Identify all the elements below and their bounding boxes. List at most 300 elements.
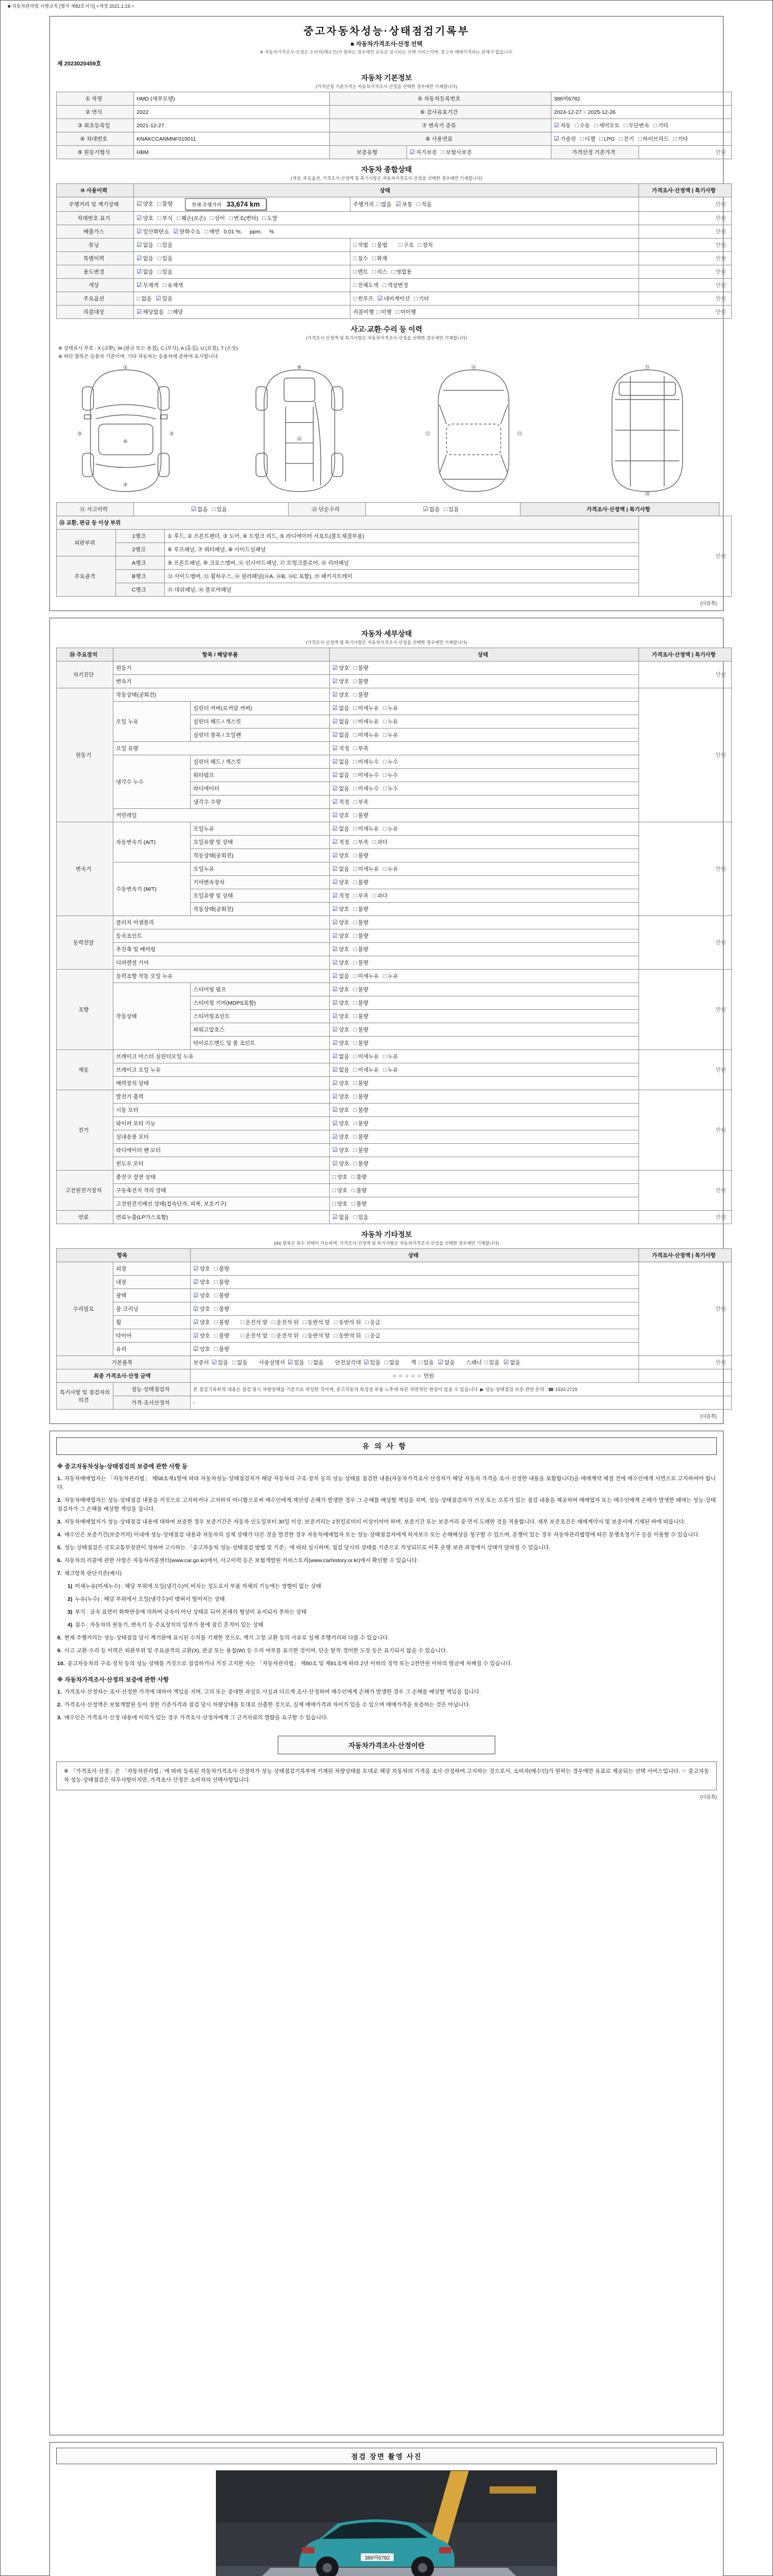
table-cell — [57, 1262, 113, 1356]
checkbox-icon: □ — [232, 1360, 237, 1366]
checkbox-unchecked[interactable]: □ 있음 — [353, 1214, 368, 1221]
checkbox-checked[interactable]: ☑ 네비게이션 — [377, 296, 410, 302]
checkbox-checked[interactable]: ☑ 양호 — [193, 1266, 210, 1272]
checkbox-unchecked[interactable]: □ 화재 — [372, 256, 388, 262]
checkbox-unchecked[interactable]: □ 누유 — [383, 866, 398, 872]
cell-text: 가격조사·산정액 | 특기사항 — [652, 188, 716, 194]
checkbox-checked[interactable]: ☑ 양호 — [332, 692, 349, 698]
checkbox-unchecked[interactable]: □ 부족 — [353, 799, 368, 805]
table-cell — [134, 197, 350, 212]
notice-item-number: 2. — [57, 1702, 62, 1708]
table-cell — [289, 503, 366, 516]
checkbox-unchecked[interactable]: □ 무단변속 — [624, 123, 649, 129]
cell-text: 타이로드엔드 및 볼 조인트 — [193, 1040, 256, 1046]
checkbox-unchecked[interactable]: □ 하이브리드 — [638, 136, 669, 142]
checkbox-checked[interactable]: ☑ 있음 — [363, 1360, 381, 1366]
car-diagram-exterior-top — [61, 364, 190, 499]
checkbox-checked[interactable]: ☑ 자동 — [554, 123, 571, 129]
checkbox-checked[interactable]: ☑ 없음 — [137, 256, 154, 262]
checkbox-unchecked[interactable]: □ 세미오토 — [594, 123, 620, 129]
detail-subtitle: (가격조사·산정액 및 특기사항은 자동차가격조사·산정을 선택한 경우에만 기재합니다) — [306, 640, 467, 645]
checkbox-checked[interactable]: ☑ 양호 — [193, 1319, 210, 1326]
table-row — [57, 1329, 732, 1343]
checkbox-checked[interactable]: ☑ 없음 — [332, 759, 349, 765]
checkbox-checked[interactable]: ☑ 가솔린 — [554, 136, 576, 142]
table-cell — [551, 106, 732, 119]
table-cell — [113, 822, 191, 862]
table-cell — [191, 1037, 330, 1050]
checkbox-unchecked[interactable]: □ 없음 — [384, 1360, 400, 1366]
checkbox-unchecked[interactable]: □ 불량 — [353, 960, 368, 966]
checkbox-unchecked[interactable]: □ 누유 — [383, 1054, 398, 1060]
checkbox-icon: ☑ — [137, 215, 142, 222]
cell-text: 오일 누유 — [116, 719, 139, 725]
cell-text: 외장 — [116, 1266, 127, 1272]
checkbox-unchecked[interactable]: □ 불량 — [157, 201, 173, 208]
checkbox-checked[interactable]: ☑ 양호 — [332, 1161, 349, 1167]
checkbox-checked[interactable]: ☑ 양호 — [332, 906, 349, 912]
checkbox-checked[interactable]: ☑ 없음 — [423, 506, 440, 513]
car-diagram-frame-bottom — [583, 364, 712, 499]
notice-item-number: 5. — [57, 1545, 62, 1551]
checkbox-checked[interactable]: ☑ 양호 — [137, 215, 154, 222]
checkbox-unchecked[interactable]: □ 보험사보증 — [441, 149, 472, 156]
checkbox-unchecked[interactable]: □ 미세누유 — [353, 1067, 379, 1073]
checkbox-unchecked[interactable]: □ 도말 — [262, 215, 278, 222]
checkbox-icon: ☑ — [332, 1107, 338, 1113]
checkbox-unchecked[interactable]: □ 동반석 앞 — [303, 1319, 330, 1326]
checkbox-unchecked[interactable]: □ 미세누수 — [353, 759, 379, 765]
checkbox-checked[interactable]: ☑ 없음 — [332, 732, 349, 738]
checkbox-unchecked[interactable]: □ 미세누수 — [353, 786, 379, 792]
checkbox-unchecked[interactable]: □ 미세누유 — [353, 826, 379, 832]
table-cell — [330, 146, 407, 159]
checkbox-checked[interactable]: ☑ 없음 — [438, 1360, 455, 1366]
table-cell — [639, 197, 732, 212]
checkbox-checked[interactable]: ☑ 양호 — [193, 1306, 210, 1312]
checkbox-icon: □ — [353, 786, 357, 792]
checkbox-unchecked[interactable]: □ 누유 — [383, 705, 398, 711]
cell-text: ⑫ 단순수리 — [312, 506, 340, 513]
checkbox-icon: ☑ — [423, 506, 428, 513]
checkbox-checked[interactable]: ☑ 없음 — [332, 772, 349, 778]
checkbox-unchecked[interactable]: □ 없음 — [232, 1360, 248, 1366]
checkbox-unchecked[interactable]: □ 누수 — [383, 772, 398, 778]
checkbox-checked[interactable]: ☑ 양호 — [332, 812, 349, 819]
checkbox-unchecked[interactable]: □ 미세누유 — [353, 1054, 379, 1060]
checkbox-unchecked[interactable]: □ LPG — [599, 136, 615, 142]
checkbox-unchecked[interactable]: □ 부족 — [353, 745, 368, 752]
checkbox-unchecked[interactable]: □ 부식 — [157, 215, 173, 222]
checkbox-icon: ☑ — [332, 866, 338, 872]
cell-text: 연료 — [78, 1214, 89, 1221]
checkbox-icon: □ — [391, 269, 395, 275]
checkbox-unchecked[interactable]: □ 장치 — [417, 242, 433, 248]
checkbox-unchecked[interactable]: □ 운전석 앞 — [240, 1333, 268, 1339]
checkbox-unchecked[interactable]: □ 운전석 앞 — [240, 1319, 268, 1326]
table-cell — [191, 849, 330, 862]
checkbox-icon: ☑ — [193, 1266, 199, 1272]
checkbox-icon: □ — [353, 1040, 357, 1046]
overall-header — [56, 163, 717, 183]
checkbox-unchecked[interactable]: □ 누수 — [383, 759, 398, 765]
checkbox-checked[interactable]: ☑ 양호 — [332, 1107, 349, 1113]
table-row — [57, 583, 732, 597]
checkbox-icon: ☑ — [332, 946, 338, 953]
table-cell — [639, 648, 732, 662]
cell-text: 만원 — [715, 1214, 726, 1221]
checkbox-checked[interactable]: ☑ 양호 — [137, 201, 154, 208]
cell-text: 1랭크 — [132, 533, 146, 539]
checkbox-unchecked[interactable]: □ 불량 — [353, 879, 368, 886]
checkbox-checked[interactable]: ☑ 없음 — [332, 786, 349, 792]
cell-text: 만원 — [715, 201, 727, 208]
checkbox-checked[interactable]: ☑ 양호 — [332, 853, 349, 859]
checkbox-unchecked[interactable]: □ 불량 — [353, 1040, 368, 1046]
checkbox-icon: ☑ — [137, 256, 142, 262]
checkbox-unchecked[interactable]: □ 없음 — [137, 296, 152, 302]
checkbox-unchecked[interactable]: □ 불량 — [353, 1121, 368, 1127]
checkbox-unchecked[interactable]: □ 불법 — [372, 242, 388, 248]
svg-text:④: ④ — [123, 482, 128, 488]
cell-text: 원동기 — [75, 752, 92, 758]
checkbox-unchecked[interactable]: □ 불량 — [353, 665, 368, 671]
checkbox-checked[interactable]: ☑ 양호 — [332, 946, 349, 953]
checkbox-unchecked[interactable]: □ 동반석 뒤 — [334, 1333, 361, 1339]
checkbox-unchecked[interactable]: □ 없음 — [308, 1360, 324, 1366]
checkbox-unchecked[interactable]: □ 있음 — [157, 242, 173, 248]
checkbox-unchecked[interactable]: □ 있음 — [444, 506, 459, 513]
checkbox-unchecked[interactable]: □ 적법 — [353, 242, 368, 248]
checkbox-unchecked[interactable]: □ 불량 — [353, 679, 368, 685]
cell-text: ③ 최초등록일 — [77, 123, 110, 129]
overall-condition-table — [56, 183, 732, 319]
notice-item-number: 3. — [57, 1519, 62, 1525]
checkbox-unchecked[interactable]: □ 미세누유 — [353, 732, 379, 738]
table-cell — [57, 197, 134, 212]
checkbox-unchecked[interactable]: □ 상이 — [210, 215, 225, 222]
cell-text: 고전원전기장치 — [65, 1188, 102, 1194]
checkbox-unchecked[interactable]: □ 불량 — [353, 1013, 368, 1020]
checkbox-unchecked[interactable]: □ 있음 — [157, 256, 173, 262]
checkbox-unchecked[interactable]: □ 불량 — [214, 1346, 229, 1352]
checkbox-checked[interactable]: ☑ 없음 — [503, 1360, 520, 1366]
table-cell — [116, 543, 165, 556]
checkbox-checked[interactable]: ☑ 없음 — [332, 1054, 349, 1060]
checkbox-icon: ☑ — [332, 973, 338, 979]
checkbox-unchecked[interactable]: □ 운전석 뒤 — [272, 1319, 299, 1326]
cell-text: 동력전달 — [73, 940, 94, 946]
notice-item: 1. 가격조사·산정자는 조사·산정한 가격에 대하여 책임을 지며, 고의 또는 중대한 과실로 사실과 다르게 조사·산정하여 매수인에게 손해가 발생한 경우 그 손해를 배상할 책임을 집니다. — [57, 1689, 481, 1695]
table-cell — [191, 862, 330, 876]
checkbox-icon: ☑ — [332, 1147, 338, 1154]
checkbox-checked[interactable]: ☑ 양호 — [332, 1013, 349, 1020]
table-row — [57, 292, 732, 306]
checkbox-unchecked[interactable]: □ 기타 — [414, 296, 429, 302]
table-cell — [191, 1316, 639, 1329]
checkbox-checked[interactable]: ☑ 양호 — [332, 1147, 349, 1154]
checkbox-checked[interactable]: ☑ 양호 — [332, 1040, 349, 1046]
checkbox-checked[interactable]: ☑ 자가보증 — [410, 149, 437, 156]
checkbox-unchecked[interactable]: □ 불량 — [353, 1161, 368, 1167]
checkbox-unchecked[interactable]: □ 양호 — [332, 1188, 348, 1194]
checkbox-checked[interactable]: ☑ 양호 — [332, 1027, 349, 1033]
checkbox-unchecked[interactable]: □ 불량 — [214, 1266, 229, 1272]
table-cell — [191, 715, 330, 728]
checkbox-unchecked[interactable]: □ 미세누유 — [353, 866, 379, 872]
page-1-box — [49, 16, 727, 611]
cell-text: 수리필요 — [73, 1306, 94, 1312]
checkbox-unchecked[interactable]: □ 유채색 — [162, 282, 183, 289]
checkbox-unchecked[interactable]: □ 누유 — [383, 719, 398, 725]
checkbox-icon: □ — [308, 1360, 312, 1366]
checkbox-unchecked[interactable]: □ 운전석 뒤 — [272, 1333, 299, 1339]
checkbox-checked[interactable]: ☑ 없음 — [332, 866, 349, 872]
checkbox-unchecked[interactable]: □ 많음 — [376, 201, 392, 208]
table-cell — [57, 1050, 113, 1090]
checkbox-checked[interactable]: ☑ 적정 — [332, 893, 349, 899]
checkbox-checked[interactable]: ☑ 양호 — [332, 679, 349, 685]
table-row — [57, 306, 732, 319]
checkbox-unchecked[interactable]: □ 있음 — [418, 1360, 434, 1366]
checkbox-unchecked[interactable]: □ 누유 — [383, 826, 398, 832]
table-cell — [191, 1249, 639, 1262]
checkbox-checked[interactable]: ☑ 없음 — [332, 1214, 349, 1221]
checkbox-unchecked[interactable]: □ 양호 — [332, 1201, 348, 1207]
checkbox-unchecked[interactable]: □ 불량 — [214, 1306, 229, 1312]
checkbox-checked[interactable]: ☑ 양호 — [332, 879, 349, 886]
checkbox-unchecked[interactable]: □ 영업용 — [391, 269, 412, 275]
checkbox-checked[interactable]: ☑ 있음 — [156, 296, 173, 302]
checkbox-icon: ☑ — [137, 269, 142, 275]
checkbox-unchecked[interactable]: □ 누유 — [383, 1067, 398, 1073]
table-row — [57, 543, 732, 556]
checkbox-unchecked[interactable]: □ 불량 — [353, 1107, 368, 1113]
table-cell — [191, 1023, 330, 1037]
cell-text: 만원 — [715, 256, 727, 262]
table-cell — [191, 755, 330, 769]
checkbox-unchecked[interactable]: □ 불량 — [351, 1201, 367, 1207]
checkbox-unchecked[interactable]: □ 과다 — [372, 893, 388, 899]
table-cell — [113, 956, 330, 970]
checkbox-checked[interactable]: ☑ 양호 — [332, 1094, 349, 1100]
checkbox-checked[interactable]: ☑ 일산화탄소 — [137, 229, 170, 235]
checkbox-unchecked[interactable]: □ 전기 — [618, 136, 634, 142]
checkbox-unchecked[interactable]: □ 미세누수 — [353, 772, 379, 778]
checkbox-checked[interactable]: ☑ 양호 — [332, 1134, 349, 1140]
checkbox-checked[interactable]: ☑ 양호 — [332, 665, 349, 671]
checkbox-checked[interactable]: ☑ 없음 — [332, 1067, 349, 1073]
checkbox-checked[interactable]: ☑ 적정 — [332, 839, 349, 845]
checkbox-unchecked[interactable]: □ 디젤 — [580, 136, 595, 142]
checkbox-icon: □ — [384, 1360, 389, 1366]
checkbox-unchecked[interactable]: □ 동반석 앞 — [303, 1333, 330, 1339]
checkbox-unchecked[interactable]: □ 응급 — [365, 1333, 380, 1339]
checkbox-unchecked[interactable]: □ 적음 — [416, 201, 432, 208]
checkbox-checked[interactable]: ☑ 없음 — [332, 719, 349, 725]
checkbox-checked[interactable]: ☑ 양호 — [332, 1080, 349, 1087]
checkbox-checked[interactable]: ☑ 양호 — [193, 1346, 210, 1352]
notice-item-number: 3) — [68, 1609, 73, 1615]
checkbox-unchecked[interactable]: □ 누유 — [383, 732, 398, 738]
checkbox-unchecked[interactable]: □ 불량 — [353, 853, 368, 859]
checkbox-unchecked[interactable]: □ 전체도색 — [353, 282, 379, 289]
checkbox-unchecked[interactable]: □ 렌트 — [353, 269, 368, 275]
checkbox-unchecked[interactable]: □ 불량 — [353, 1134, 368, 1140]
checkbox-unchecked[interactable]: □ 누유 — [383, 973, 398, 979]
checkbox-unchecked[interactable]: □ 불량 — [353, 1094, 368, 1100]
checkbox-checked[interactable]: ☑ 적정 — [332, 799, 349, 805]
checkbox-unchecked[interactable]: □ 미이행 — [395, 309, 416, 315]
notice-item: 5. 성능·상태점검은 국토교통부장관이 정하여 고시하는 「중고자동차 성능·상태점검 방법 및 기준」에 따라 실시하며, 점검 당시의 상태를 기준으로 작성되므로 이후 운행·보관 과정에서 상태가 달라질 수 있습니다. — [57, 1545, 551, 1551]
table-cell — [113, 1171, 330, 1184]
table-cell — [113, 1144, 330, 1157]
checkbox-icon: □ — [210, 215, 214, 222]
checkbox-unchecked[interactable]: □ 불량 — [353, 987, 368, 993]
checkbox-unchecked[interactable]: □ 불량 — [353, 920, 368, 926]
checkbox-checked[interactable]: ☑ 양호 — [332, 987, 349, 993]
checkbox-unchecked[interactable]: □ 불량 — [353, 946, 368, 953]
table-cell — [330, 106, 551, 119]
checkbox-unchecked[interactable]: □ 미세누유 — [353, 705, 379, 711]
checkbox-icon: □ — [240, 1333, 244, 1339]
checkbox-unchecked[interactable]: □ 불량 — [214, 1279, 229, 1285]
table-cell — [639, 688, 732, 822]
checkbox-unchecked[interactable]: □ 불량 — [353, 692, 368, 698]
checkbox-unchecked[interactable]: □ 해당 — [167, 309, 183, 315]
checkbox-icon: ☑ — [332, 1094, 338, 1100]
photo-section-title: 점검 장면 촬영 사진 — [56, 2448, 717, 2464]
extra-subtitle: ((N) 항목은 복수 선택이 가능하며, 가격조사·산정액 및 특기사항은 자동차가격조사·산정을 선택한 경우에만 기재합니다) — [274, 1241, 499, 1246]
checkbox-unchecked[interactable]: □ 리스 — [372, 269, 388, 275]
cell-text: 항목 / 해당부품 — [202, 652, 238, 658]
page-2-box — [49, 618, 727, 1424]
checkbox-checked[interactable]: ☑ 보통 — [395, 201, 413, 208]
accident-history-table — [56, 502, 719, 516]
checkbox-checked[interactable]: ☑ 없음 — [332, 826, 349, 832]
cell-text: 2024-12-27 ~ 2025-12-26 — [554, 109, 616, 115]
table-cell — [113, 862, 191, 916]
table-cell — [330, 769, 639, 782]
checkbox-unchecked[interactable]: □ 부족 — [353, 893, 368, 899]
checkbox-group — [241, 1333, 384, 1339]
cell-text: 유리 — [116, 1346, 127, 1352]
checkbox-unchecked[interactable]: □ 침수 — [353, 256, 368, 262]
checkbox-unchecked[interactable]: □ 매연 — [204, 229, 220, 235]
cell-text: 충전구 절연 상태 — [116, 1174, 156, 1180]
cell-text: ⑨ 원동기형식 — [77, 149, 110, 156]
checkbox-unchecked[interactable]: □ 불량 — [214, 1319, 229, 1326]
checkbox-checked[interactable]: ☑ 없음 — [137, 269, 154, 275]
checkbox-checked[interactable]: ☑ 없음 — [332, 705, 349, 711]
checkbox-unchecked[interactable]: □ 수동 — [575, 123, 590, 129]
checkbox-unchecked[interactable]: □ 불량 — [353, 1080, 368, 1087]
checkbox-unchecked[interactable]: □ 불량 — [353, 1000, 368, 1006]
checkbox-unchecked[interactable]: □ 응급 — [365, 1319, 380, 1326]
checkbox-unchecked[interactable]: □ 불량 — [353, 1027, 368, 1033]
checkbox-unchecked[interactable]: □ 구조 — [398, 242, 414, 248]
checkbox-unchecked[interactable]: □ 기타 — [673, 136, 688, 142]
odometer-callout — [185, 198, 266, 210]
checkbox-unchecked[interactable]: □ 누수 — [383, 786, 398, 792]
checkbox-checked[interactable]: ☑ 적정 — [332, 745, 349, 752]
cell-text: 자기진단 — [73, 672, 94, 678]
checkbox-checked[interactable]: ☑ 없음 — [137, 242, 154, 248]
checkbox-checked[interactable]: ☑ 있음 — [288, 1360, 305, 1366]
checkbox-checked[interactable]: ☑ 탄화수소 — [173, 229, 200, 235]
checkbox-icon: □ — [353, 1134, 357, 1140]
checkbox-checked[interactable]: ☑ 없음 — [191, 506, 208, 513]
checkbox-unchecked[interactable]: □ 변조(변타) — [229, 215, 259, 222]
checkbox-unchecked[interactable]: □ 훼손(오손) — [176, 215, 206, 222]
cell-text: 만원 — [715, 672, 726, 678]
checkbox-unchecked[interactable]: □ 미세누유 — [353, 719, 379, 725]
checkbox-unchecked[interactable]: □ 미세누유 — [353, 973, 379, 979]
checkbox-unchecked[interactable]: □ 색상변경 — [382, 282, 409, 289]
checkbox-checked[interactable]: ☑ 양호 — [193, 1279, 210, 1285]
cell-text: C랭크 — [131, 587, 146, 593]
checkbox-icon: □ — [353, 732, 357, 738]
checkbox-unchecked[interactable]: □ 있음 — [212, 506, 227, 513]
notice-item: 1) 미세누유(미세누수) : 해당 부위에 오일(냉각수)이 비치는 정도로서 부품 자체의 기능에는 영향이 없는 상태 — [68, 1583, 322, 1589]
checkbox-unchecked[interactable]: □ 부족 — [353, 839, 368, 845]
checkbox-checked[interactable]: ☑ 양호 — [332, 960, 349, 966]
table-row — [57, 1276, 732, 1289]
notice-item: 1. 자동차매매업자는 「자동차관리법」 제58조제1항에 따라 자동차성능·상태점검자가 해당 자동차의 구조·장치 등의 성능·상태를 점검한 내용(자동차가격조사·산정자가 해당 자동차 가격을 조사·산정한 내용을 포함합니다)을 매매계약 체결 전에 매수인에게 서면으로 고지하여야 합니다. — [57, 1476, 716, 1490]
checkbox-checked[interactable]: ☑ 있음 — [211, 1360, 229, 1366]
checkbox-unchecked[interactable]: □ 불량 — [351, 1174, 367, 1180]
table-cell — [57, 530, 116, 556]
checkbox-unchecked[interactable]: □ 있음 — [484, 1360, 500, 1366]
checkbox-unchecked[interactable]: □ 썬루프 — [353, 296, 374, 302]
checkbox-checked[interactable]: ☑ 양호 — [332, 933, 349, 939]
notice-item: 10. 중고자동차의 구조·장치 등의 성능·상태를 거짓으로 점검하거나 거짓 고지한 자는 「자동차관리법」 제80조 및 제81조에 따라 2년 이하의 징역 또는 2천만원 이하의 벌금에 처해질 수 있습니다. — [57, 1660, 512, 1667]
checkbox-checked[interactable]: ☑ 양호 — [193, 1333, 210, 1339]
checkbox-unchecked[interactable]: □ 있음 — [157, 269, 173, 275]
cell-text: 만원 — [715, 1306, 727, 1312]
checkbox-unchecked[interactable]: □ 불량 — [214, 1333, 229, 1339]
checkbox-unchecked[interactable]: □ 불량 — [353, 933, 368, 939]
notice-item-number: 1. — [57, 1476, 62, 1482]
checkbox-unchecked[interactable]: □ 기타 — [653, 123, 669, 129]
checkbox-unchecked[interactable]: □ 불량 — [353, 906, 368, 912]
checkbox-checked[interactable]: ☑ 양호 — [332, 1121, 349, 1127]
checkbox-checked[interactable]: ☑ 양호 — [193, 1293, 210, 1299]
checkbox-checked[interactable]: ☑ 양호 — [332, 920, 349, 926]
table-row — [57, 279, 732, 292]
checkbox-unchecked[interactable]: □ 불량 — [353, 1147, 368, 1154]
table-cell — [639, 916, 732, 970]
cell-text: 본 점검기록부의 내용은 점검 당시 차량상태를 기준으로 작성한 것이며, 중고자동차 특성상 부품 노후에 따른 자연적인 현상이 있을 수 있습니다. ▶ 성능·상태점검 보증 관련 문의 : ☎ 1533-2729 — [193, 1387, 578, 1392]
checkbox-checked[interactable]: ☑ 없음 — [332, 973, 349, 979]
checkbox-checked[interactable]: ☑ 해당없음 — [137, 309, 164, 315]
group-label: 보증서 — [193, 1360, 209, 1366]
checkbox-icon: □ — [162, 282, 166, 289]
checkbox-icon: ☑ — [554, 123, 560, 129]
checkbox-unchecked[interactable]: □ 양호 — [332, 1174, 348, 1180]
checkbox-unchecked[interactable]: □ 불량 — [351, 1188, 367, 1194]
checkbox-unchecked[interactable]: □ 동반석 뒤 — [334, 1319, 361, 1326]
checkbox-checked[interactable]: ☑ 양호 — [332, 1000, 349, 1006]
checkbox-unchecked[interactable]: □ 과다 — [372, 839, 388, 845]
checkbox-unchecked[interactable]: □ 불량 — [353, 812, 368, 819]
checkbox-icon: □ — [353, 719, 357, 725]
checkbox-unchecked[interactable]: □ 불량 — [214, 1293, 229, 1299]
checkbox-unchecked[interactable]: □ 이행 — [376, 309, 392, 315]
checkbox-checked[interactable]: ☑ 무채색 — [137, 282, 159, 289]
cell-text: 룸 크리닝 — [116, 1306, 139, 1312]
checkbox-icon: ☑ — [332, 1013, 338, 1020]
